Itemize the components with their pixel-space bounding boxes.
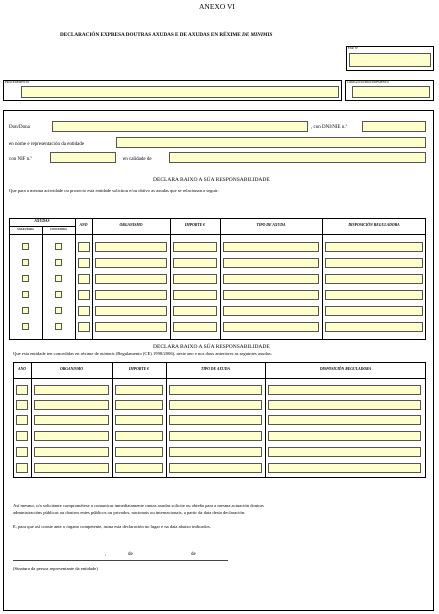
procedure-code-field[interactable]	[352, 86, 430, 98]
col-importe: IMPORTE €	[184, 223, 206, 227]
organismo-field[interactable]	[34, 415, 109, 425]
disposicion-field[interactable]	[268, 400, 421, 410]
solicitada-checkbox[interactable]	[22, 275, 29, 282]
organismo-field[interactable]	[95, 274, 167, 284]
disposicion-field[interactable]	[325, 274, 423, 284]
solicitada-checkbox[interactable]	[22, 291, 29, 298]
solicitada-checkbox[interactable]	[22, 323, 29, 330]
ano-field[interactable]	[16, 400, 28, 410]
col-disposicion: DISPOSICIÓN REGULADORA	[348, 223, 400, 227]
section2-col-divider	[112, 362, 113, 478]
date-comma: ,	[105, 552, 107, 557]
tipo-field[interactable]	[169, 415, 262, 425]
col-tipo: TIPO DE AXUDA	[201, 367, 230, 371]
col-ano: ANO	[79, 223, 88, 227]
disposicion-field[interactable]	[268, 385, 421, 395]
ano-field[interactable]	[78, 322, 90, 332]
solicitada-checkbox[interactable]	[22, 307, 29, 314]
disposicion-field[interactable]	[268, 447, 421, 457]
section2-col-divider	[166, 362, 167, 478]
disposicion-field[interactable]	[325, 306, 423, 316]
section2-intro-emph: minimis	[100, 351, 115, 356]
organismo-field[interactable]	[95, 258, 167, 268]
statement-text: E, para que así conste ante o órgano competente, asina esta declaración no lugar e na data abaixo indicados.	[13, 524, 211, 529]
organismo-field[interactable]	[95, 290, 167, 300]
ano-field[interactable]	[78, 242, 90, 252]
importe-field[interactable]	[173, 306, 217, 316]
organismo-field[interactable]	[34, 385, 109, 395]
section2-intro	[13, 352, 272, 357]
section2-heading: DECLARA BAIXO A SÚA RESPONSABILIDADE	[153, 344, 270, 350]
ano-field[interactable]	[16, 415, 28, 425]
col-importe: IMPORTE €	[128, 367, 150, 371]
procedure-field[interactable]	[21, 86, 339, 98]
tipo-field[interactable]	[223, 306, 319, 316]
importe-field[interactable]	[115, 415, 163, 425]
concedida-checkbox[interactable]	[55, 243, 62, 250]
don-field[interactable]	[52, 121, 308, 132]
nif-field[interactable]	[50, 152, 116, 163]
section1-col-divider	[322, 218, 323, 340]
disposicion-field[interactable]	[268, 415, 421, 425]
col-concedida: CONCEDIDA	[50, 228, 67, 231]
organismo-field[interactable]	[34, 447, 109, 457]
ano-field[interactable]	[78, 258, 90, 268]
capacity-field[interactable]	[169, 152, 426, 163]
tipo-field[interactable]	[169, 431, 262, 441]
procedure-code-label: CÓDIGO DO PROCEDEMENTO	[347, 80, 389, 84]
tipo-field[interactable]	[169, 447, 262, 457]
tipo-field[interactable]	[223, 322, 319, 332]
concedida-checkbox[interactable]	[55, 307, 62, 314]
ano-field[interactable]	[16, 463, 28, 473]
col-solicitada: SOLICITADA	[17, 228, 34, 231]
dni-label: , con DNI/NIE n.º	[311, 125, 348, 130]
col-tipo: TIPO DE AXUDA	[256, 223, 286, 227]
dni-field[interactable]	[362, 121, 426, 132]
section1-intro: Que para a mesma actividade ou proxecto esta entidade solicitou e/ou obtivo as axudas que se relacionan a seguir:	[9, 188, 219, 193]
importe-field[interactable]	[115, 400, 163, 410]
date-de-2: de	[191, 552, 196, 557]
organismo-field[interactable]	[95, 306, 167, 316]
document-title-emph: DE MINIMIS	[242, 32, 273, 38]
importe-field[interactable]	[173, 274, 217, 284]
concedida-checkbox[interactable]	[55, 259, 62, 266]
document-title	[60, 33, 272, 38]
procedure-label: PROCEDEMENTO	[5, 80, 30, 84]
ano-field[interactable]	[16, 431, 28, 441]
organismo-field[interactable]	[95, 242, 167, 252]
section1-header-rule	[9, 234, 426, 235]
section1-heading: DECLARA BAIXO A SÚA RESPONSABILIDADE	[153, 177, 270, 183]
section1-col-divider	[92, 218, 93, 340]
exp-number-field[interactable]	[349, 53, 431, 67]
organismo-field[interactable]	[34, 431, 109, 441]
col-disposicion: DISPOSICIÓN REGULADORA	[319, 367, 372, 371]
importe-field[interactable]	[115, 431, 163, 441]
importe-field[interactable]	[115, 447, 163, 457]
entity-label: en nome e representación da entidade	[9, 142, 85, 147]
organismo-field[interactable]	[34, 400, 109, 410]
section2-intro-post: (Regulamento (CE) 1998/2006), neste ano e nos dous anteriores as seguintes axudas:	[115, 351, 272, 356]
importe-field[interactable]	[115, 385, 163, 395]
commitment-text-line1: Así mesmo, o/a solicitante comprométese a comunicar inmediatamente cantas axudas solicite ou obteña para a mesma actuación doutras	[13, 503, 264, 508]
date-de-1: de	[128, 552, 133, 557]
ano-field[interactable]	[16, 385, 28, 395]
don-label: Don/Dona	[9, 125, 30, 130]
commitment-text-line2: administracións públicas ou doutros entes públicos ou privados, nacionais ou internacionais, a partir da data desta declaración.	[13, 510, 246, 515]
document-title-text: DECLARACIÓN EXPRESA DOUTRAS AXUDAS E DE AXUDAS EN RÉXIME	[60, 32, 241, 38]
disposicion-field[interactable]	[325, 258, 423, 268]
solicitada-checkbox[interactable]	[22, 243, 29, 250]
concedida-checkbox[interactable]	[55, 275, 62, 282]
section2-intro-pre: Que esta entidade ten concedidas en réxime de	[13, 351, 99, 356]
importe-field[interactable]	[173, 322, 217, 332]
concedida-checkbox[interactable]	[55, 323, 62, 330]
ano-field[interactable]	[78, 306, 90, 316]
section1-col-divider	[42, 226, 43, 340]
solicitada-checkbox[interactable]	[22, 259, 29, 266]
disposicion-field[interactable]	[325, 290, 423, 300]
importe-field[interactable]	[173, 258, 217, 268]
disposicion-field[interactable]	[268, 431, 421, 441]
importe-field[interactable]	[173, 290, 217, 300]
date-line[interactable]	[13, 560, 228, 561]
importe-field[interactable]	[173, 242, 217, 252]
tipo-field[interactable]	[169, 385, 262, 395]
disposicion-field[interactable]	[268, 463, 421, 473]
entity-field[interactable]	[116, 137, 426, 148]
disposicion-field[interactable]	[325, 242, 423, 252]
ano-field[interactable]	[78, 290, 90, 300]
col-organismo: ORGANISMO	[119, 223, 143, 227]
exp-number-label: EXP. Nº	[348, 46, 358, 50]
section2-header-rule	[13, 378, 426, 379]
col-axudas: AXUDAS	[34, 219, 50, 223]
importe-field[interactable]	[115, 463, 163, 473]
section1-col-divider	[170, 218, 171, 340]
annex-number: ANEXO VI	[199, 2, 235, 11]
capacity-label: en calidade de	[123, 157, 152, 162]
tipo-field[interactable]	[169, 400, 262, 410]
tipo-field[interactable]	[223, 274, 319, 284]
ano-field[interactable]	[78, 274, 90, 284]
tipo-field[interactable]	[223, 258, 319, 268]
organismo-field[interactable]	[95, 322, 167, 332]
tipo-field[interactable]	[223, 242, 319, 252]
signature-label: (Sinatura da persoa representante da entidade)	[13, 566, 98, 571]
section1-col-divider	[75, 218, 76, 340]
section2-col-divider	[31, 362, 32, 478]
organismo-field[interactable]	[34, 463, 109, 473]
tipo-field[interactable]	[223, 290, 319, 300]
section2-col-divider	[265, 362, 266, 478]
disposicion-field[interactable]	[325, 322, 423, 332]
tipo-field[interactable]	[169, 463, 262, 473]
nif-label: con NIF n.º	[9, 157, 33, 162]
section1-col-divider	[220, 218, 221, 340]
concedida-checkbox[interactable]	[55, 291, 62, 298]
ano-field[interactable]	[16, 447, 28, 457]
col-organismo: ORGANISMO	[60, 367, 83, 371]
col-ano: ANO	[17, 367, 27, 371]
declaration-frame	[3, 110, 434, 611]
